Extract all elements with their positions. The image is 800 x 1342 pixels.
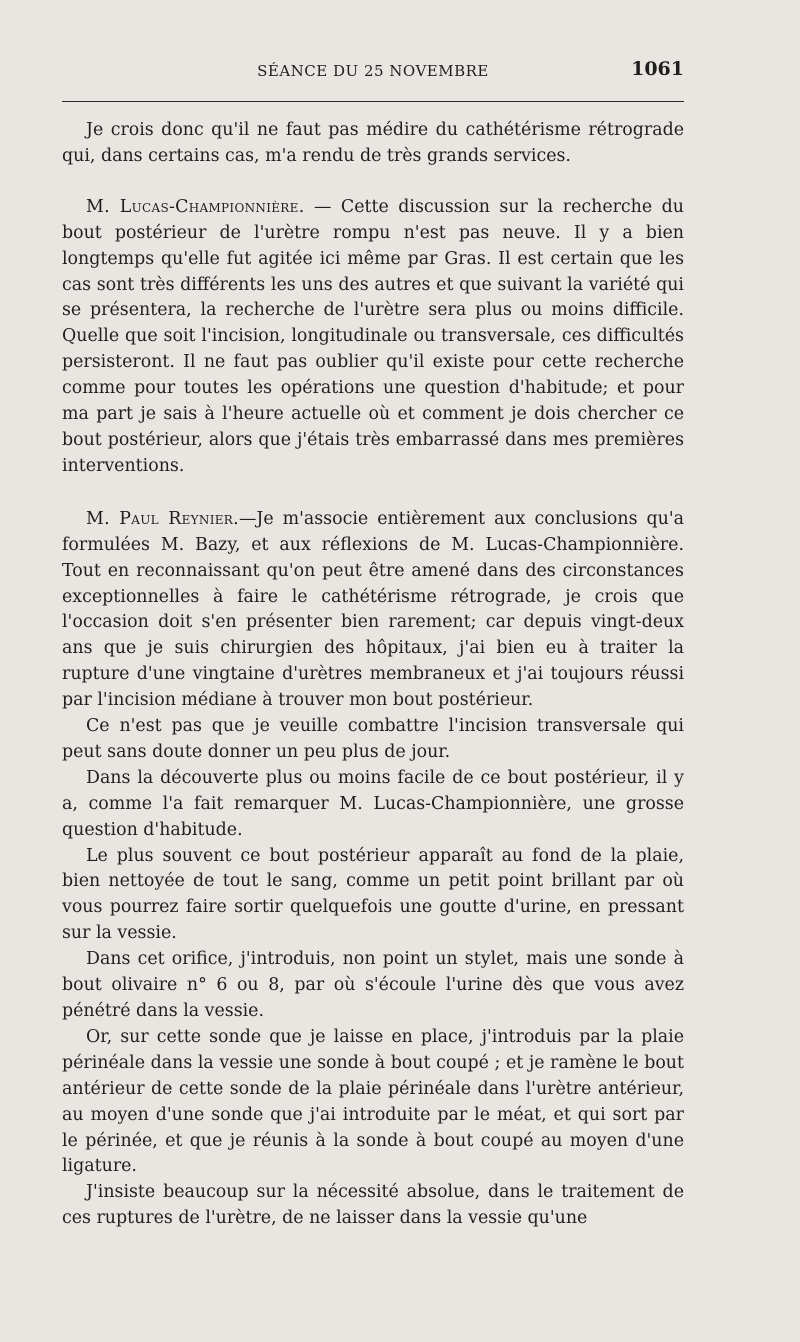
page-header [62,58,684,88]
paragraph-text: — Cette discussion sur la recherche du bout postérieur de l'urètre rompu n'est pas neuve. Il y a bien longtemps qu'elle fut agitée ici même par Gras. Il est certain que les cas sont très différents les uns des autres et que suivant la variété qui se présentera, la recherche de l'urètre sera plus ou moins difficile. Quelle que soit l'incision, longitudinale ou transversale, ces difficultés persisteront. Il ne faut pas oublier qu'il existe pour cette recherche comme pour toutes les opérations une question d'habitude; et pour ma part je sais à l'heure actuelle où et comment je dois chercher ce bout postérieur, alors que j'étais très embarrassé dans mes premières interventions. [62,196,684,476]
paragraph: Dans cet orifice, j'introduis, non point un stylet, mais une sonde à bout olivaire n° 6 ou 8, par où s'écoule l'urine dès que vous avez pénétré dans la vessie. [62,949,684,1021]
paragraph: Ce n'est pas que je veuille combattre l'incision transversale qui peut sans doute donner un peu plus de jour. [62,716,684,762]
header-rule [62,101,684,102]
page-number: 1061 [631,58,684,80]
paragraph [62,195,684,480]
paragraph: Je crois donc qu'il ne faut pas médire du cathétérisme rétrograde qui, dans certains cas, m'a rendu de très grands services. [62,120,684,166]
speaker-name: M. Paul Reynier. [86,508,239,529]
paragraph: Le plus souvent ce bout postérieur apparaît au fond de la plaie, bien nettoyée de tout le sang, comme un petit point brillant par où vous pourrez faire sortir quelquefois une goutte d'urine, en pressant sur la vessie. [62,845,684,944]
body-text [62,118,684,1232]
paragraph: J'insiste beaucoup sur la nécessité absolue, dans le traitement de ces ruptures de l'urètre, de ne laisser dans la vessie qu'une [62,1182,684,1229]
paragraph: Or, sur cette sonde que je laisse en place, j'introduis par la plaie périnéale dans la vessie une sonde à bout coupé ; et je ramène le bout antérieur de cette sonde de la plaie périnéale dans l'urètre antérieur, au moyen d'une sonde que j'ai introduite par le méat, et qui sort par le périnée, et que je réunis à la sonde à bout coupé au moyen d'une ligature. [62,1026,684,1177]
paragraph: Dans la découverte plus ou moins facile de ce bout postérieur, il y a, comme l'a fait remarquer M. Lucas-Championnière, une grosse question d'habitude. [62,767,684,840]
paragraph [62,507,684,714]
speaker-name: M. Lucas-Championnière. [86,196,305,217]
paragraph-text: —Je m'associe entièrement aux conclusions qu'a formulées M. Bazy, et aux réflexions de M. Lucas-Championnière. Tout en reconnaissant qu'on peut être amené dans des circonstances exceptionnelles à faire le cathétérisme rétrograde, je crois que l'occasion doit s'en présenter bien rarement; car depuis vingt-deux ans que je suis chirurgien des hôpitaux, j'ai bien eu à traiter la rupture d'une vingtaine d'urètres membraneux et j'ai toujours réussi par l'incision médiane à trouver mon bout postérieur. [62,508,684,711]
running-title: SÉANCE DU 25 NOVEMBRE [257,62,489,80]
